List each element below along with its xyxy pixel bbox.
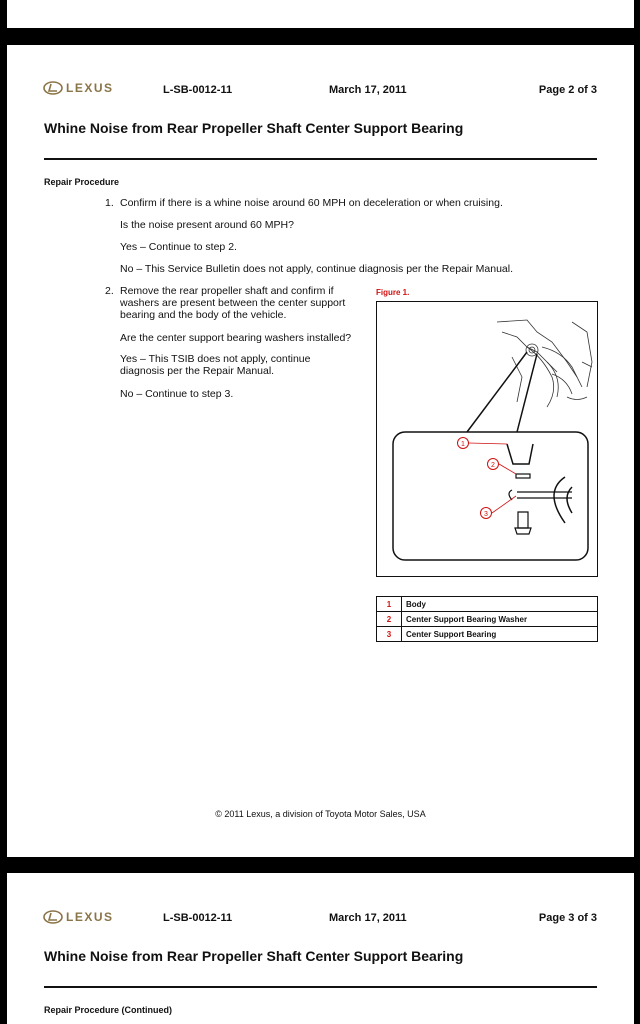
title-divider — [44, 158, 597, 160]
step-1-number: 1. — [105, 197, 114, 209]
step-1-question: Is the noise present around 60 MPH? — [120, 219, 294, 231]
callout-3-label: 3 — [484, 511, 488, 518]
lexus-logo — [43, 910, 114, 924]
bulletin-date: March 17, 2011 — [329, 912, 407, 924]
document-page-2 — [7, 45, 634, 857]
lexus-logo — [43, 81, 114, 95]
page-number: Page 2 of 3 — [538, 84, 597, 96]
step-2-question: Are the center support bearing washers installed? — [120, 332, 352, 344]
legend-row — [377, 627, 598, 642]
document-page-3 — [7, 873, 634, 1024]
legend-num: 1 — [377, 597, 402, 612]
brand-name: LEXUS — [66, 910, 114, 924]
figure-legend-table — [376, 596, 598, 642]
copyright-footer: © 2011 Lexus, a division of Toyota Motor Sales, USA — [215, 809, 426, 819]
step-2-number: 2. — [105, 285, 114, 297]
previous-page-edge — [7, 0, 634, 28]
page-title: Whine Noise from Rear Propeller Shaft Center Support Bearing — [44, 120, 464, 136]
section-heading: Repair Procedure (Continued) — [44, 1005, 173, 1015]
legend-label: Center Support Bearing — [402, 627, 598, 642]
step-1-yes: Yes – Continue to step 2. — [120, 241, 237, 253]
bulletin-date: March 17, 2011 — [329, 84, 407, 96]
page-title: Whine Noise from Rear Propeller Shaft Center Support Bearing — [44, 948, 464, 964]
legend-row — [377, 612, 598, 627]
legend-label: Center Support Bearing Washer — [402, 612, 598, 627]
bulletin-id: L-SB-0012-11 — [163, 84, 233, 96]
figure-label: Figure 1. — [376, 288, 410, 297]
step-2-yes: Yes – This TSIB does not apply, continue diagnosis per the Repair Manual. — [120, 353, 311, 377]
step-1-no: No – This Service Bulletin does not apply, continue diagnosis per the Repair Manual. — [120, 263, 514, 275]
callout-2-label: 2 — [491, 462, 495, 469]
legend-label: Body — [402, 597, 598, 612]
center-support-bearing-diagram — [377, 302, 597, 576]
callout-1-label: 1 — [461, 441, 465, 448]
step-2-text: Remove the rear propeller shaft and confirm if washers are present between the center support bearing and the body of the vehicle. — [120, 285, 346, 321]
step-2-no: No – Continue to step 3. — [120, 388, 234, 400]
page-number: Page 3 of 3 — [538, 912, 597, 924]
step-1-text: Confirm if there is a whine noise around 60 MPH on deceleration or when cruising. — [120, 197, 503, 209]
bulletin-id: L-SB-0012-11 — [163, 912, 233, 924]
title-divider — [44, 986, 597, 988]
legend-num: 3 — [377, 627, 402, 642]
brand-name: LEXUS — [66, 81, 114, 95]
section-heading: Repair Procedure — [44, 177, 120, 187]
lexus-emblem-icon — [43, 81, 63, 95]
legend-row — [377, 597, 598, 612]
legend-num: 2 — [377, 612, 402, 627]
figure-frame — [376, 301, 598, 577]
lexus-emblem-icon — [43, 910, 63, 924]
